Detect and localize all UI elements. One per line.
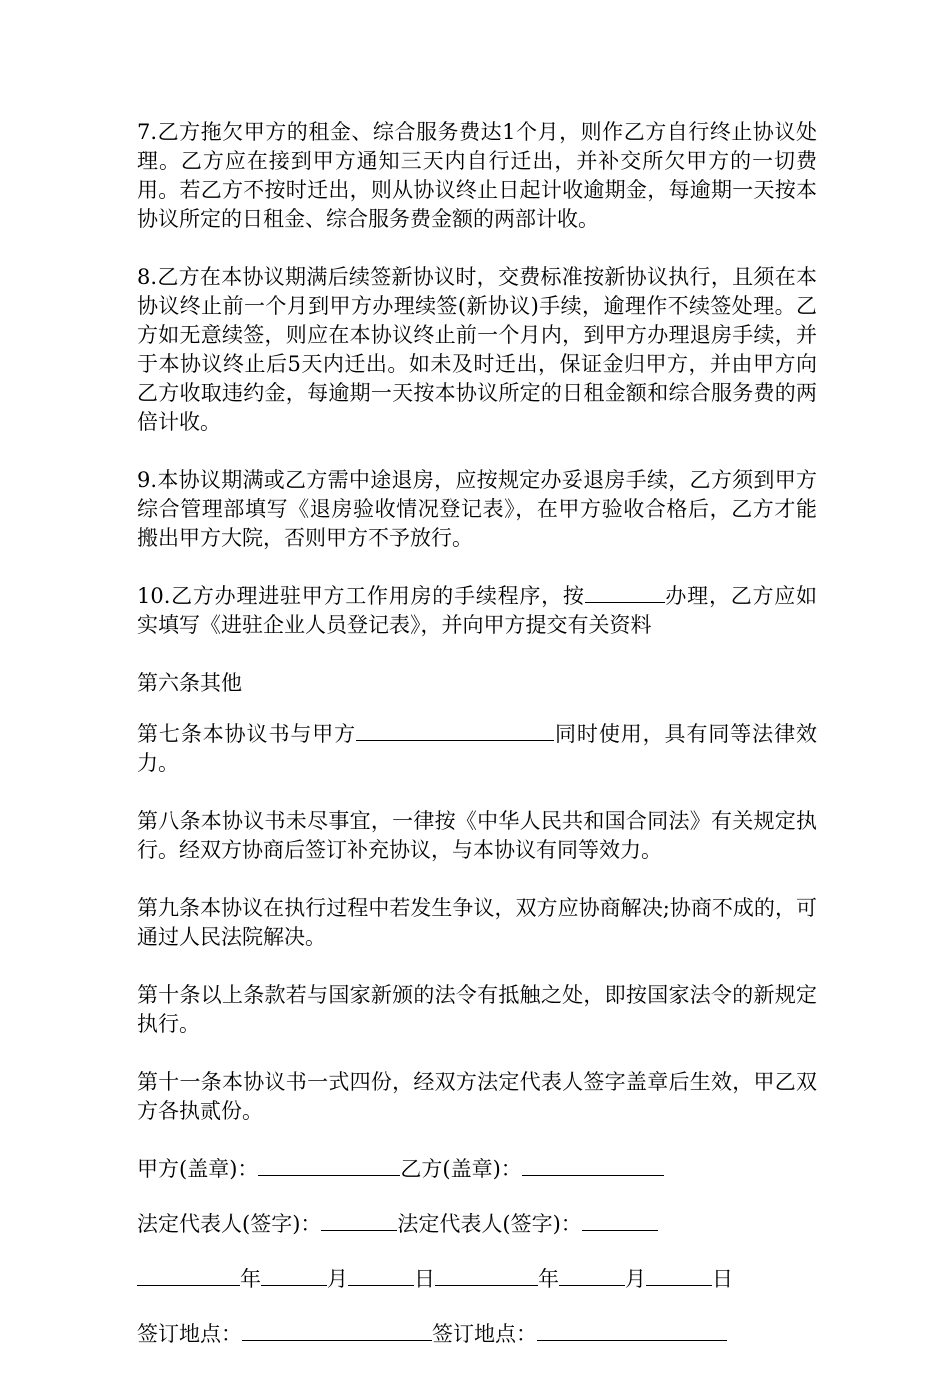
article-10: 第十条以上条款若与国家新颁的法令有抵触之处，即按国家法令的新规定执行。 [137,983,817,1036]
blank-line [261,1265,327,1286]
representative-line [137,1210,817,1239]
place-line [137,1320,817,1349]
blank-line [646,1265,712,1286]
clause-10 [137,582,817,640]
rep-a-label: 法定代表人(签字)： [137,1212,322,1236]
blank-line [559,1265,625,1286]
blank-line [242,1320,432,1341]
blank-line [435,1265,538,1286]
article-9: 第九条本协议在执行过程中若发生争议，双方应协商解决;协商不成的，可通过人民法院解决。 [137,896,817,949]
day-label: 日 [712,1267,733,1291]
blank-line [137,1265,240,1286]
date-line [137,1265,817,1294]
blank-line [522,1155,664,1176]
clause-7: 7.乙方拖欠甲方的租金、综合服务费达1个月，则作乙方自行终止协议处理。乙方应在接到甲方通知三天内自行迁出，并补交所欠甲方的一切费用。若乙方不按时迁出，则从协议终止日起计收逾期金，每逾期一天按本协议所定的日租金、综合服务费金额的两部计收。 [137,120,817,231]
rep-b-label: 法定代表人(签字)： [397,1212,582,1236]
blank-line [582,1210,658,1231]
seal-line [137,1155,817,1184]
blank-line [585,582,665,603]
document-body [137,118,817,1375]
article-6: 第六条其他 [137,671,242,695]
article-7-after: 同时使用，具有同等法律效力。 [137,722,818,775]
article-7-before: 第七条本协议书与甲方 [137,722,357,746]
article-7 [137,720,817,778]
place-b-label: 签订地点： [432,1322,537,1346]
month-label: 月 [625,1267,646,1291]
month-label: 月 [327,1267,348,1291]
place-a-label: 签订地点： [137,1322,242,1346]
party-b-seal-label: 乙方(盖章)： [400,1157,522,1181]
clause-8: 8.乙方在本协议期满后续签新协议时，交费标准按新协议执行，且须在本协议终止前一个月到甲方办理续签(新协议)手续，逾理作不续签处理。乙方如无意续签，则应在本协议终止前一个月内，到甲方办理退房手续，并于本协议终止后5天内迁出。如未及时迁出，保证金归甲方，并由甲方向乙方收取违约金，每逾期一天按本协议所定的日租金额和综合服务费的两倍计收。 [137,265,817,434]
blank-line [258,1155,400,1176]
blank-line [348,1265,414,1286]
clause-9: 9.本协议期满或乙方需中途退房，应按规定办妥退房手续，乙方须到甲方综合管理部填写《退房验收情况登记表》，在甲方验收合格后，乙方才能搬出甲方大院，否则甲方不予放行。 [137,468,817,550]
year-label: 年 [538,1267,559,1291]
blank-line [321,1210,397,1231]
year-label: 年 [240,1267,261,1291]
article-11: 第十一条本协议书一式四份，经双方法定代表人签字盖章后生效，甲乙双方各执贰份。 [137,1070,817,1123]
blank-line [356,720,554,741]
day-label: 日 [414,1267,435,1291]
clause-10-after: 办理，乙方应如实填写《进驻企业人员登记表》，并向甲方提交有关资料 [137,584,817,637]
party-a-seal-label: 甲方(盖章)： [137,1157,259,1181]
clause-10-before: 10.乙方办理进驻甲方工作用房的手续程序，按 [137,584,585,608]
article-8: 第八条本协议书未尽事宜，一律按《中华人民共和国合同法》有关规定执行。经双方协商后签订补充协议，与本协议有同等效力。 [137,809,817,862]
blank-line [537,1320,727,1341]
